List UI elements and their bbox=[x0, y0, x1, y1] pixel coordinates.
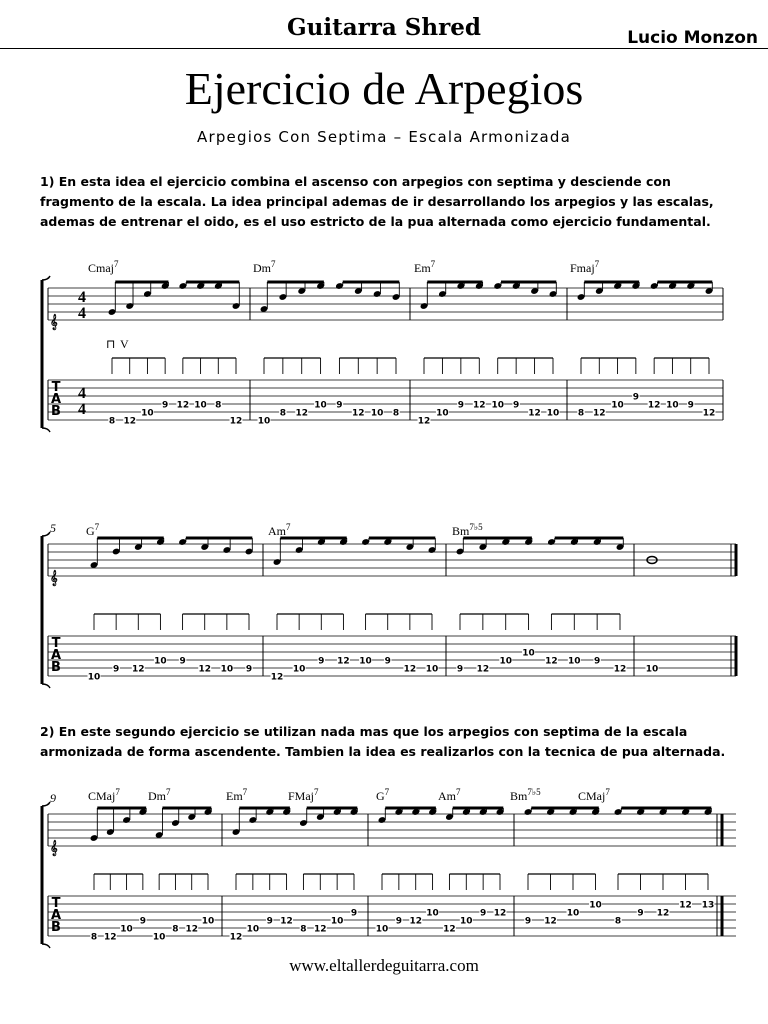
tab-number: 9 bbox=[637, 908, 644, 919]
tab-number: 12 bbox=[295, 408, 308, 419]
tab-number: 9 bbox=[480, 908, 487, 919]
tab-number: 10 bbox=[154, 656, 167, 667]
tab-number: 10 bbox=[460, 916, 473, 927]
tab-number: 9 bbox=[113, 664, 120, 675]
tab-number: 12 bbox=[679, 900, 692, 911]
tab-clef-letter: B bbox=[51, 660, 61, 675]
tab-number: 9 bbox=[384, 656, 391, 667]
tab-number: 10 bbox=[522, 648, 535, 659]
tab-number: 12 bbox=[337, 656, 350, 667]
tab-clef-letter: A bbox=[50, 908, 62, 923]
tab-number: 9 bbox=[594, 656, 601, 667]
tab-number: 8 bbox=[279, 408, 286, 419]
chord-symbol: Dm$^7$ bbox=[253, 259, 276, 275]
tab-number: 9 bbox=[632, 392, 639, 403]
tab-time-signature-top: 4 bbox=[78, 385, 86, 402]
tab-number: 12 bbox=[409, 916, 422, 927]
tab-time-signature-bottom: 4 bbox=[78, 401, 86, 418]
tab-number: 9 bbox=[524, 916, 532, 927]
measure-number: 9 bbox=[50, 791, 56, 805]
tab-number: 8 bbox=[215, 400, 222, 411]
brand-title: Guitarra Shred bbox=[287, 14, 481, 41]
tab-number: 10 bbox=[666, 400, 679, 411]
tab-number: 10 bbox=[425, 664, 439, 675]
tab-number: 9 bbox=[162, 400, 169, 411]
tab-number: 12 bbox=[229, 416, 243, 427]
tab-number: 12 bbox=[702, 408, 716, 419]
tab-number: 10 bbox=[426, 908, 439, 919]
tab-clef-letter: B bbox=[51, 920, 61, 935]
tab-number: 9 bbox=[266, 916, 273, 927]
tab-number: 9 bbox=[456, 664, 464, 675]
tab-number: 9 bbox=[139, 916, 146, 927]
tab-number: 10 bbox=[87, 672, 101, 683]
tab-number: 10 bbox=[141, 408, 154, 419]
tab-number: 10 bbox=[330, 916, 344, 927]
tab-number: 9 bbox=[336, 400, 343, 411]
tab-number: 12 bbox=[417, 416, 431, 427]
tab-number: 12 bbox=[544, 916, 557, 927]
treble-clef-icon: 𝄞 bbox=[50, 315, 58, 330]
tab-number: 10 bbox=[194, 400, 207, 411]
tab-number: 10 bbox=[370, 408, 384, 419]
chord-symbol: CMaj$^7$ bbox=[578, 787, 610, 803]
tab-number: 10 bbox=[120, 924, 133, 935]
tab-number: 10 bbox=[359, 656, 372, 667]
chord-symbol: FMaj$^7$ bbox=[288, 787, 319, 803]
treble-clef-icon: 𝄞 bbox=[50, 571, 58, 586]
tab-number: 12 bbox=[493, 908, 507, 919]
tab-number: 10 bbox=[566, 908, 580, 919]
tab-number: 8 bbox=[392, 408, 400, 419]
tab-number: 10 bbox=[546, 408, 560, 419]
tab-number: 12 bbox=[185, 924, 198, 935]
chord-symbol: $Bm^{7♭5}$ bbox=[452, 522, 483, 538]
tab-number: 9 bbox=[318, 656, 325, 667]
tab-clef-letter: A bbox=[50, 392, 62, 407]
tab-number: 12 bbox=[443, 924, 456, 935]
tab-number: 10 bbox=[257, 416, 271, 427]
tab-number: 12 bbox=[314, 924, 327, 935]
chord-symbol: Cmaj$^7$ bbox=[88, 259, 119, 275]
tab-number: 10 bbox=[246, 924, 260, 935]
footer-url[interactable]: www.eltallerdeguitarra.com bbox=[289, 956, 479, 975]
tab-number: 12 bbox=[352, 408, 365, 419]
chord-symbol: Em$^7$ bbox=[414, 259, 436, 275]
chord-symbol: Fmaj$^7$ bbox=[570, 259, 600, 275]
tab-number: 10 bbox=[201, 916, 215, 927]
tab-number: 12 bbox=[280, 916, 293, 927]
tab-number: 10 bbox=[292, 664, 306, 675]
treble-clef-icon: 𝄞 bbox=[50, 841, 58, 856]
page-title: Ejercicio de Arpegios bbox=[184, 63, 584, 114]
time-signature-bottom: 4 bbox=[78, 305, 86, 322]
tab-number: 9 bbox=[179, 656, 186, 667]
tab-number: 9 bbox=[513, 400, 520, 411]
tab-number: 10 bbox=[645, 664, 659, 675]
exercise-1-description: 1) En esta idea el ejercicio combina el ascenso con arpegios con septima y desciende con fragmento de la escala. La idea principal ademas de ir desarrollando los arpegios y las escalas, ademas de entrenar el oido, es el uso estricto de la pua alternada como ejercicio fundamental. bbox=[40, 174, 714, 229]
chord-symbol: $G^7$ bbox=[376, 787, 390, 803]
chord-symbol: Am$^7$ bbox=[438, 787, 461, 803]
tab-number: 12 bbox=[476, 664, 490, 675]
tab-number: 9 bbox=[245, 664, 253, 675]
tab-number: 12 bbox=[270, 672, 284, 683]
tab-number: 12 bbox=[123, 416, 136, 427]
tab-number: 10 bbox=[152, 932, 166, 943]
tab-number: 10 bbox=[499, 656, 512, 667]
tab-number: 8 bbox=[90, 932, 98, 943]
tab-clef-letter: T bbox=[51, 636, 61, 651]
page-subtitle: Arpegios Con Septima – Escala Armonizada bbox=[197, 128, 571, 146]
upstroke-icon: V bbox=[120, 337, 129, 351]
exercise-2-description: 2) En este segundo ejercicio se utilizan nada mas que los arpegios con septima de la escala armonizada de forma ascendente. Tambien la idea es realizarlos con la tecnica de pua alternada. bbox=[40, 724, 726, 759]
tab-number: 8 bbox=[108, 416, 116, 427]
tab-number: 9 bbox=[687, 400, 694, 411]
tab-clef-letter: T bbox=[51, 896, 61, 911]
tab-number: 12 bbox=[176, 400, 190, 411]
tab-number: 9 bbox=[395, 916, 402, 927]
tab-number: 10 bbox=[314, 400, 327, 411]
author-name: Lucio Monzon bbox=[627, 28, 758, 48]
tab-number: 12 bbox=[198, 664, 211, 675]
tab-number: 12 bbox=[104, 932, 117, 943]
tab-number: 10 bbox=[611, 400, 624, 411]
tab-number: 12 bbox=[656, 908, 670, 919]
time-signature-top: 4 bbox=[78, 289, 86, 306]
tab-number: 12 bbox=[613, 664, 627, 675]
chord-symbol: Dm$^7$ bbox=[148, 787, 171, 803]
chord-symbol: CMaj$^7$ bbox=[88, 787, 120, 803]
chord-symbol: Em$^7$ bbox=[226, 787, 248, 803]
tab-number: 12 bbox=[229, 932, 243, 943]
tab-number: 12 bbox=[545, 656, 558, 667]
tab-number: 12 bbox=[132, 664, 145, 675]
tab-number: 12 bbox=[647, 400, 661, 411]
tab-number: 10 bbox=[375, 924, 389, 935]
tab-number: 8 bbox=[614, 916, 622, 927]
tab-number: 12 bbox=[593, 408, 606, 419]
tab-number: 10 bbox=[220, 664, 234, 675]
tab-number: 8 bbox=[300, 924, 307, 935]
tab-number: 12 bbox=[473, 400, 486, 411]
tab-number: 12 bbox=[528, 408, 541, 419]
tab-clef-letter: B bbox=[51, 404, 61, 419]
tab-number: 8 bbox=[577, 408, 585, 419]
measure-number: 5 bbox=[50, 521, 56, 535]
chord-symbol: $Bm^{7♭5}$ bbox=[510, 787, 541, 803]
tab-number: 10 bbox=[491, 400, 504, 411]
tab-number: 8 bbox=[172, 924, 179, 935]
tab-number: 9 bbox=[457, 400, 464, 411]
downstroke-icon: ⊓ bbox=[106, 337, 116, 351]
tab-number: 12 bbox=[403, 664, 417, 675]
tab-number: 10 bbox=[436, 408, 449, 419]
tab-clef-letter: A bbox=[50, 648, 62, 663]
tab-number: 9 bbox=[350, 908, 358, 919]
chord-symbol: Am$^7$ bbox=[268, 522, 291, 538]
chord-symbol: $G^7$ bbox=[86, 522, 100, 538]
tab-number: 10 bbox=[589, 900, 602, 911]
tab-number: 13 bbox=[701, 900, 715, 911]
tab-number: 10 bbox=[568, 656, 581, 667]
tab-clef-letter: T bbox=[51, 380, 61, 395]
